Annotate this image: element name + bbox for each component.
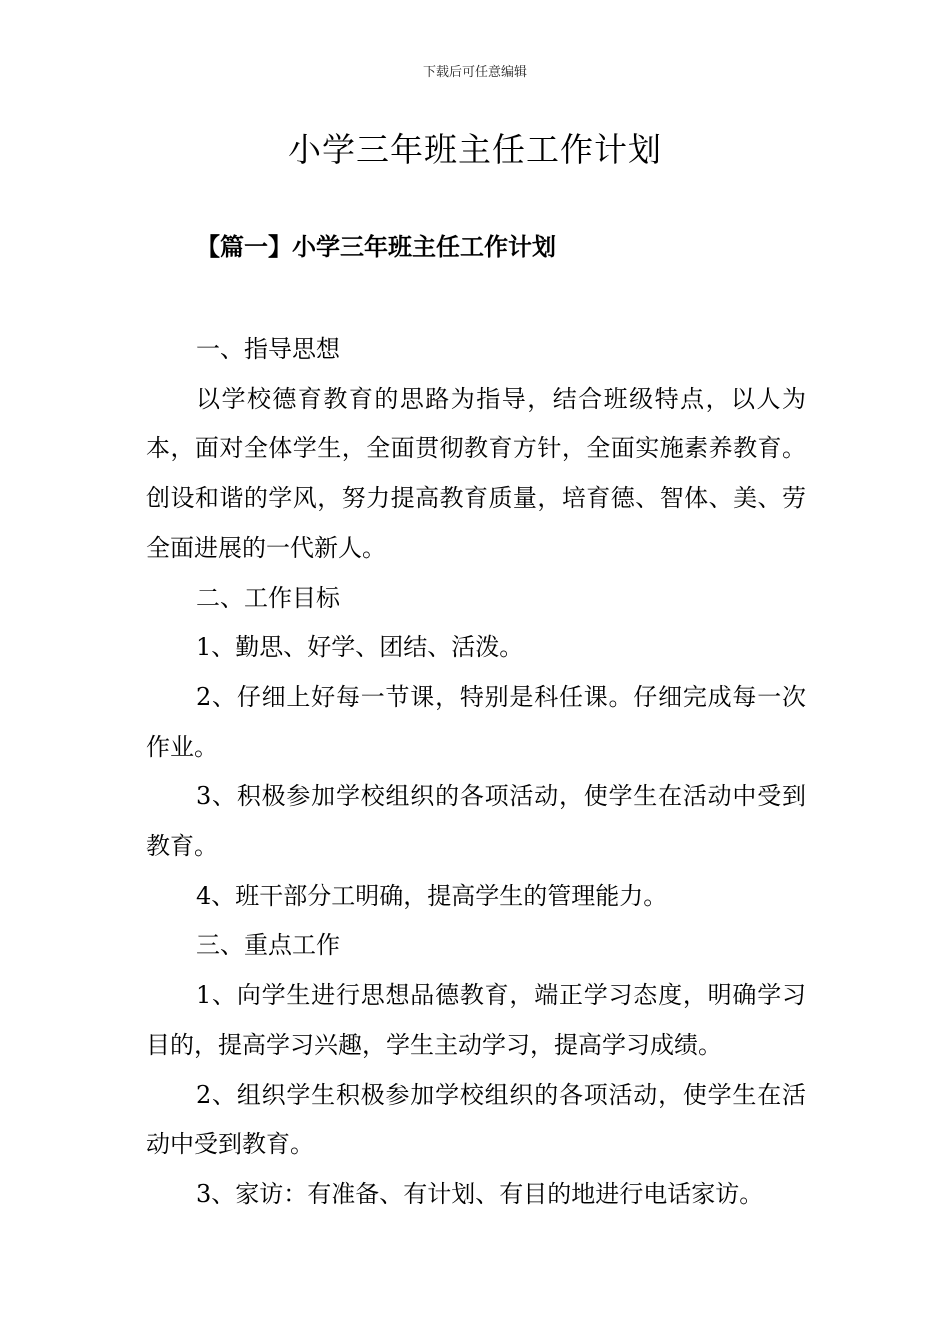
key-work-item-2: 2、组织学生积极参加学校组织的各项活动，使学生在活动中受到教育。 — [146, 1080, 806, 1159]
document-title: 小学三年班主任工作计划 — [288, 130, 662, 169]
goal-item-1: 1、勤思、好学、团结、活泼。 — [196, 633, 524, 662]
section-title: 【篇一】小学三年班主任工作计划 — [196, 232, 556, 261]
header-note: 下载后可任意编辑 — [422, 65, 527, 80]
paragraph-guiding-ideology: 以学校德育教育的思路为指导，结合班级特点，以人为本，面对全体学生，全面贯彻教育方针，全面实施素养教育。创设和谐的学风，努力提高教育质量，培育德、智体、美、劳全面进展的一代新人。 — [146, 384, 806, 562]
goal-item-4: 4、班干部分工明确，提高学生的管理能力。 — [196, 881, 668, 910]
key-work-item-3: 3、家访：有准备、有计划、有目的地进行电话家访。 — [196, 1179, 764, 1208]
key-work-item-1: 1、向学生进行思想品德教育，端正学习态度，明确学习目的，提高学习兴趣，学生主动学习，提高学习成绩。 — [146, 981, 806, 1059]
goal-item-3: 3、积极参加学校组织的各项活动，使学生在活动中受到教育。 — [146, 782, 806, 861]
goal-item-2: 2、仔细上好每一节课，特别是科任课。仔细完成每一次作业。 — [146, 682, 806, 761]
heading-key-work: 三、重点工作 — [196, 931, 340, 960]
heading-work-goals: 二、工作目标 — [196, 583, 340, 612]
document-body — [146, 325, 806, 1220]
heading-guiding-ideology: 一、指导思想 — [196, 335, 340, 363]
